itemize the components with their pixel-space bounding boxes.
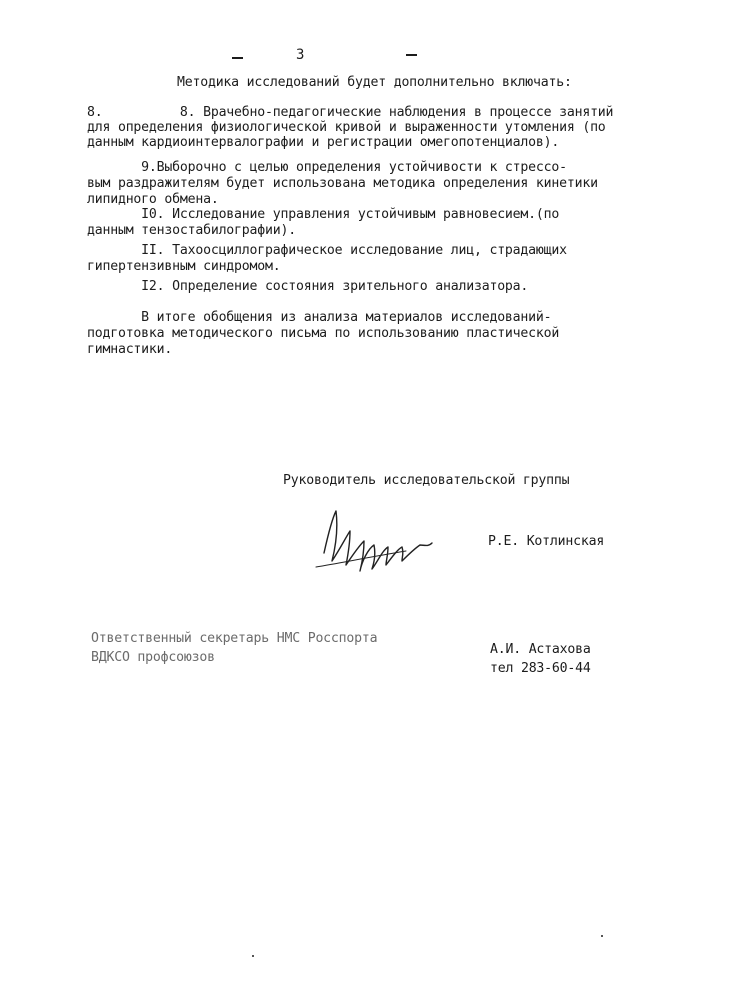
item-9-line-3: липидного обмена. [87, 192, 219, 207]
secretary-line-1: Ответственный секретарь НМС Росспорта [91, 631, 378, 646]
conclusion-line-3: гимнастики. [87, 342, 173, 357]
item-10-line-1: I0. Исследование управления устойчивым равновесием.(по [87, 207, 560, 222]
item-9-line-1: 9.Выборочно с целью определения устойчивости к стрессо- [87, 160, 567, 175]
secretary-phone: тел 283-60-44 [490, 661, 591, 676]
page-number: 3 [296, 47, 305, 63]
conclusion-line-1: В итоге обобщения из анализа материалов исследований- [87, 310, 552, 325]
item-11-line-2: гипертензивным синдромом. [87, 259, 281, 274]
intro-line: Методика исследований будет дополнительно включать: [177, 75, 572, 90]
item-11-line-1: II. Тахоосциллографическое исследование лиц, страдающих [87, 243, 567, 258]
handwritten-signature [310, 505, 450, 585]
item-8-line-3: данным кардиоинтервалографии и регистрации омегопотенциалов). [87, 135, 560, 150]
signature-title: Руководитель исследовательской группы [283, 473, 570, 488]
conclusion-line-2: подготовка методического письма по использованию пластической [87, 326, 560, 341]
item-8-line-1: 8. 8. Врачебно-педагогические наблюдения в процессе занятий [87, 105, 614, 120]
item-9-line-2: вым раздражителям будет использована методика определения кинетики [87, 176, 598, 191]
signatory-name: Р.Е. Котлинская [488, 534, 605, 549]
page-number-dash-left [232, 57, 243, 59]
item-10-line-2: данным тензостабилографии). [87, 223, 296, 238]
secretary-line-2: ВДКСО профсоюзов [91, 650, 215, 665]
scan-speck [601, 935, 603, 937]
item-8-line-2: для определения физиологической кривой и выраженности утомления (по [87, 120, 606, 135]
page-number-dash-right [406, 54, 417, 56]
secretary-name: А.И. Астахова [490, 642, 591, 657]
item-12-line-1: I2. Определение состояния зрительного анализатора. [87, 279, 529, 294]
scan-speck [252, 955, 254, 957]
